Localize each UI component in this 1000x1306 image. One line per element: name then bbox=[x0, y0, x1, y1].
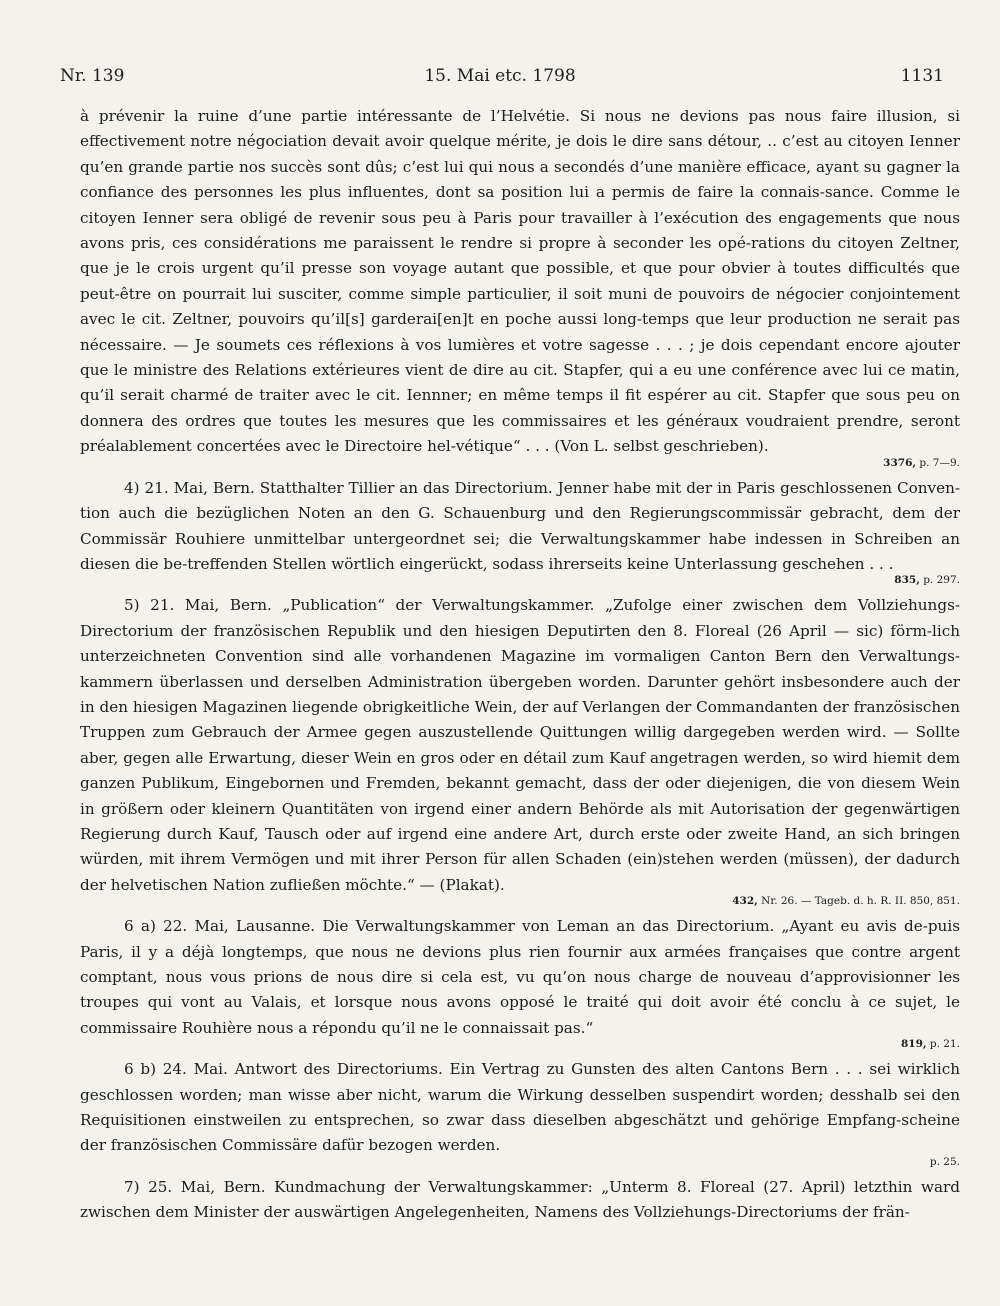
paragraph-text: à prévenir la ruine d’une partie intéressante de l’Helvétie. Si nous ne devions pas nous faire illusion, si effectivement notre négociation devait avoir quelque mérite, je dois le dire sans détour, .. c’est au citoyen Ienner qu’en grande partie nos succès sont dûs; c’est lui qui nous a secondés d’une manière efficace, ayant su gagner la confiance des personnes les plus influentes, dont sa position lui a permis de faire la connais-sance. Comme le citoyen Ienner sera obligé de revenir sous peu à Paris pour travailler à l’exécution des engagements que nous avons pris, ces considérations me paraissent le rendre si propre à seconder les opé-rations du citoyen Zeltner, que je le crois urgent qu’il presse son voyage autant que possible, et que pour obvier à toutes difficultés que peut-être on pourrait lui susciter, comme simple particulier, il soit muni de pouvoirs de négocier conjointement avec le cit. Zeltner, pouvoirs qu’il[s] garderai[en]t en poche aussi long-temps que leur production ne serait pas nécessaire. — Je soumets ces réflexions à vos lumières et votre sagesse . . . ; je dois cependant encore ajouter que le ministre des Relations extérieures vient de dire au cit. Stapfer, qui a eu une conférence avec lui ce matin, qu’il serait charmé de traiter avec le cit. Iennner; en même temps il fit espérer au cit. Stapfer que sous peu on donnera des ordres que toutes les mesures que les commissaires et les généraux voudraient prendre, seront préalablement concertées avec le Directoire hel-vétique“ . . . (Von L. selbst geschrieben). bbox=[80, 107, 960, 456]
source-reference: 432, Nr. 26. — Tageb. d. h. R. II. 850, 851. bbox=[732, 895, 960, 908]
paragraph-2 bbox=[80, 476, 960, 588]
running-title: 15. Mai etc. 1798 bbox=[424, 66, 576, 86]
page-number: 1131 bbox=[900, 66, 944, 86]
source-reference: 835, p. 297. bbox=[894, 574, 960, 587]
paragraph-5 bbox=[80, 1057, 960, 1169]
source-reference: 3376, p. 7—9. bbox=[883, 456, 960, 469]
document-number: Nr. 139 bbox=[60, 66, 125, 86]
body-text bbox=[80, 104, 960, 1226]
source-reference: p. 25. bbox=[929, 1155, 960, 1168]
paragraph-text: 5) 21. Mai, Bern. „Publication“ der Verwaltungskammer. „Zufolge einer zwischen dem Vollziehungs-Directorium der französischen Republik und den hiesigen Deputirten den 8. Floreal (26 April — sic) förm-lich unterzeichneten Convention sind alle vorhandenen Magazine im vormaligen Canton Bern den Verwaltungs-kammern überlassen und derselben Administration übergeben worden. Darunter gehört insbesondere auch der in den hiesigen Magazinen liegende obrigkeitliche Wein, der auf Verlangen der Commandanten der französischen Truppen zum Gebrauch der Armee gegen auszustellende Quittungen willig dargegeben werden wird. — Sollte aber, gegen alle Erwartung, dieser Wein en gros oder en détail zum Kauf angetragen werden, so wird hiemit dem ganzen Publikum, Eingebornen und Fremden, bekannt gemacht, dass der oder diejenigen, die von diesem Wein in größern oder kleinern Quantitäten von irgend einer andern Behörde als mit Autorisation der gegenwärtigen Regierung durch Kauf, Tausch oder auf irgend eine andere Art, durch erste oder zweite Hand, an sich bringen würden, mit ihrem Vermögen und mit ihrer Person für allen Schaden (ein)stehen werden (müssen), der dadurch der helvetischen Nation zufließen möchte.“ — (Plakat). bbox=[80, 596, 960, 894]
paragraph-4 bbox=[80, 914, 960, 1051]
paragraph-1 bbox=[80, 104, 960, 470]
paragraph-6 bbox=[80, 1175, 960, 1226]
paragraph-text: 4) 21. Mai, Bern. Statthalter Tillier an das Directorium. Jenner habe mit der in Paris geschlossenen Conven-tion auch die bezüglichen Noten an den G. Schauenburg und den Regierungscommissär gebracht, dem der Commissär Rouhiere unmittelbar untergeordnet sei; die Verwaltungskammer habe indessen in Schreiben an diesen die be-treffenden Stellen wörtlich eingerückt, sodass ihrerseits keine Unterlassung geschehen . . . bbox=[80, 478, 960, 573]
paragraph-text: 6 b) 24. Mai. Antwort des Directoriums. Ein Vertrag zu Gunsten des alten Cantons Bern . . . sei wirklich geschlossen worden; man wisse aber nicht, warum die Wirkung desselben suspendirt worden; desshalb sei den Requisitionen einstweilen zu entsprechen, so zwar dass dieselben abgeschätzt und gehörige Empfang-scheine der französischen Commissäre dafür bezogen werden. bbox=[80, 1060, 960, 1155]
source-reference: 819, p. 21. bbox=[900, 1038, 960, 1051]
running-header bbox=[56, 66, 944, 92]
paragraph-text: 7) 25. Mai, Bern. Kundmachung der Verwaltungskammer: „Unterm 8. Floreal (27. April) letzthin ward zwischen dem Minister der auswärtigen Angelegenheiten, Namens des Vollziehungs-Directoriums der frän- bbox=[80, 1177, 960, 1222]
paragraph-text: 6 a) 22. Mai, Lausanne. Die Verwaltungskammer von Leman an das Directorium. „Ayant eu avis de-puis Paris, il y a déjà longtemps, que nous ne devions plus rien fournir aux armées françaises que contre argent comptant, nous vous prions de nous dire si cela est, vu qu’on nous charge de nouveau d’approvisionner les troupes qui vont au Valais, et lorsque nous avons opposé le traité qui doit avoir été conclu à ce sujet, le commissaire Rouhière nous a répondu qu’il ne le connaissait pas.“ bbox=[80, 917, 960, 1037]
paragraph-3 bbox=[80, 593, 960, 908]
